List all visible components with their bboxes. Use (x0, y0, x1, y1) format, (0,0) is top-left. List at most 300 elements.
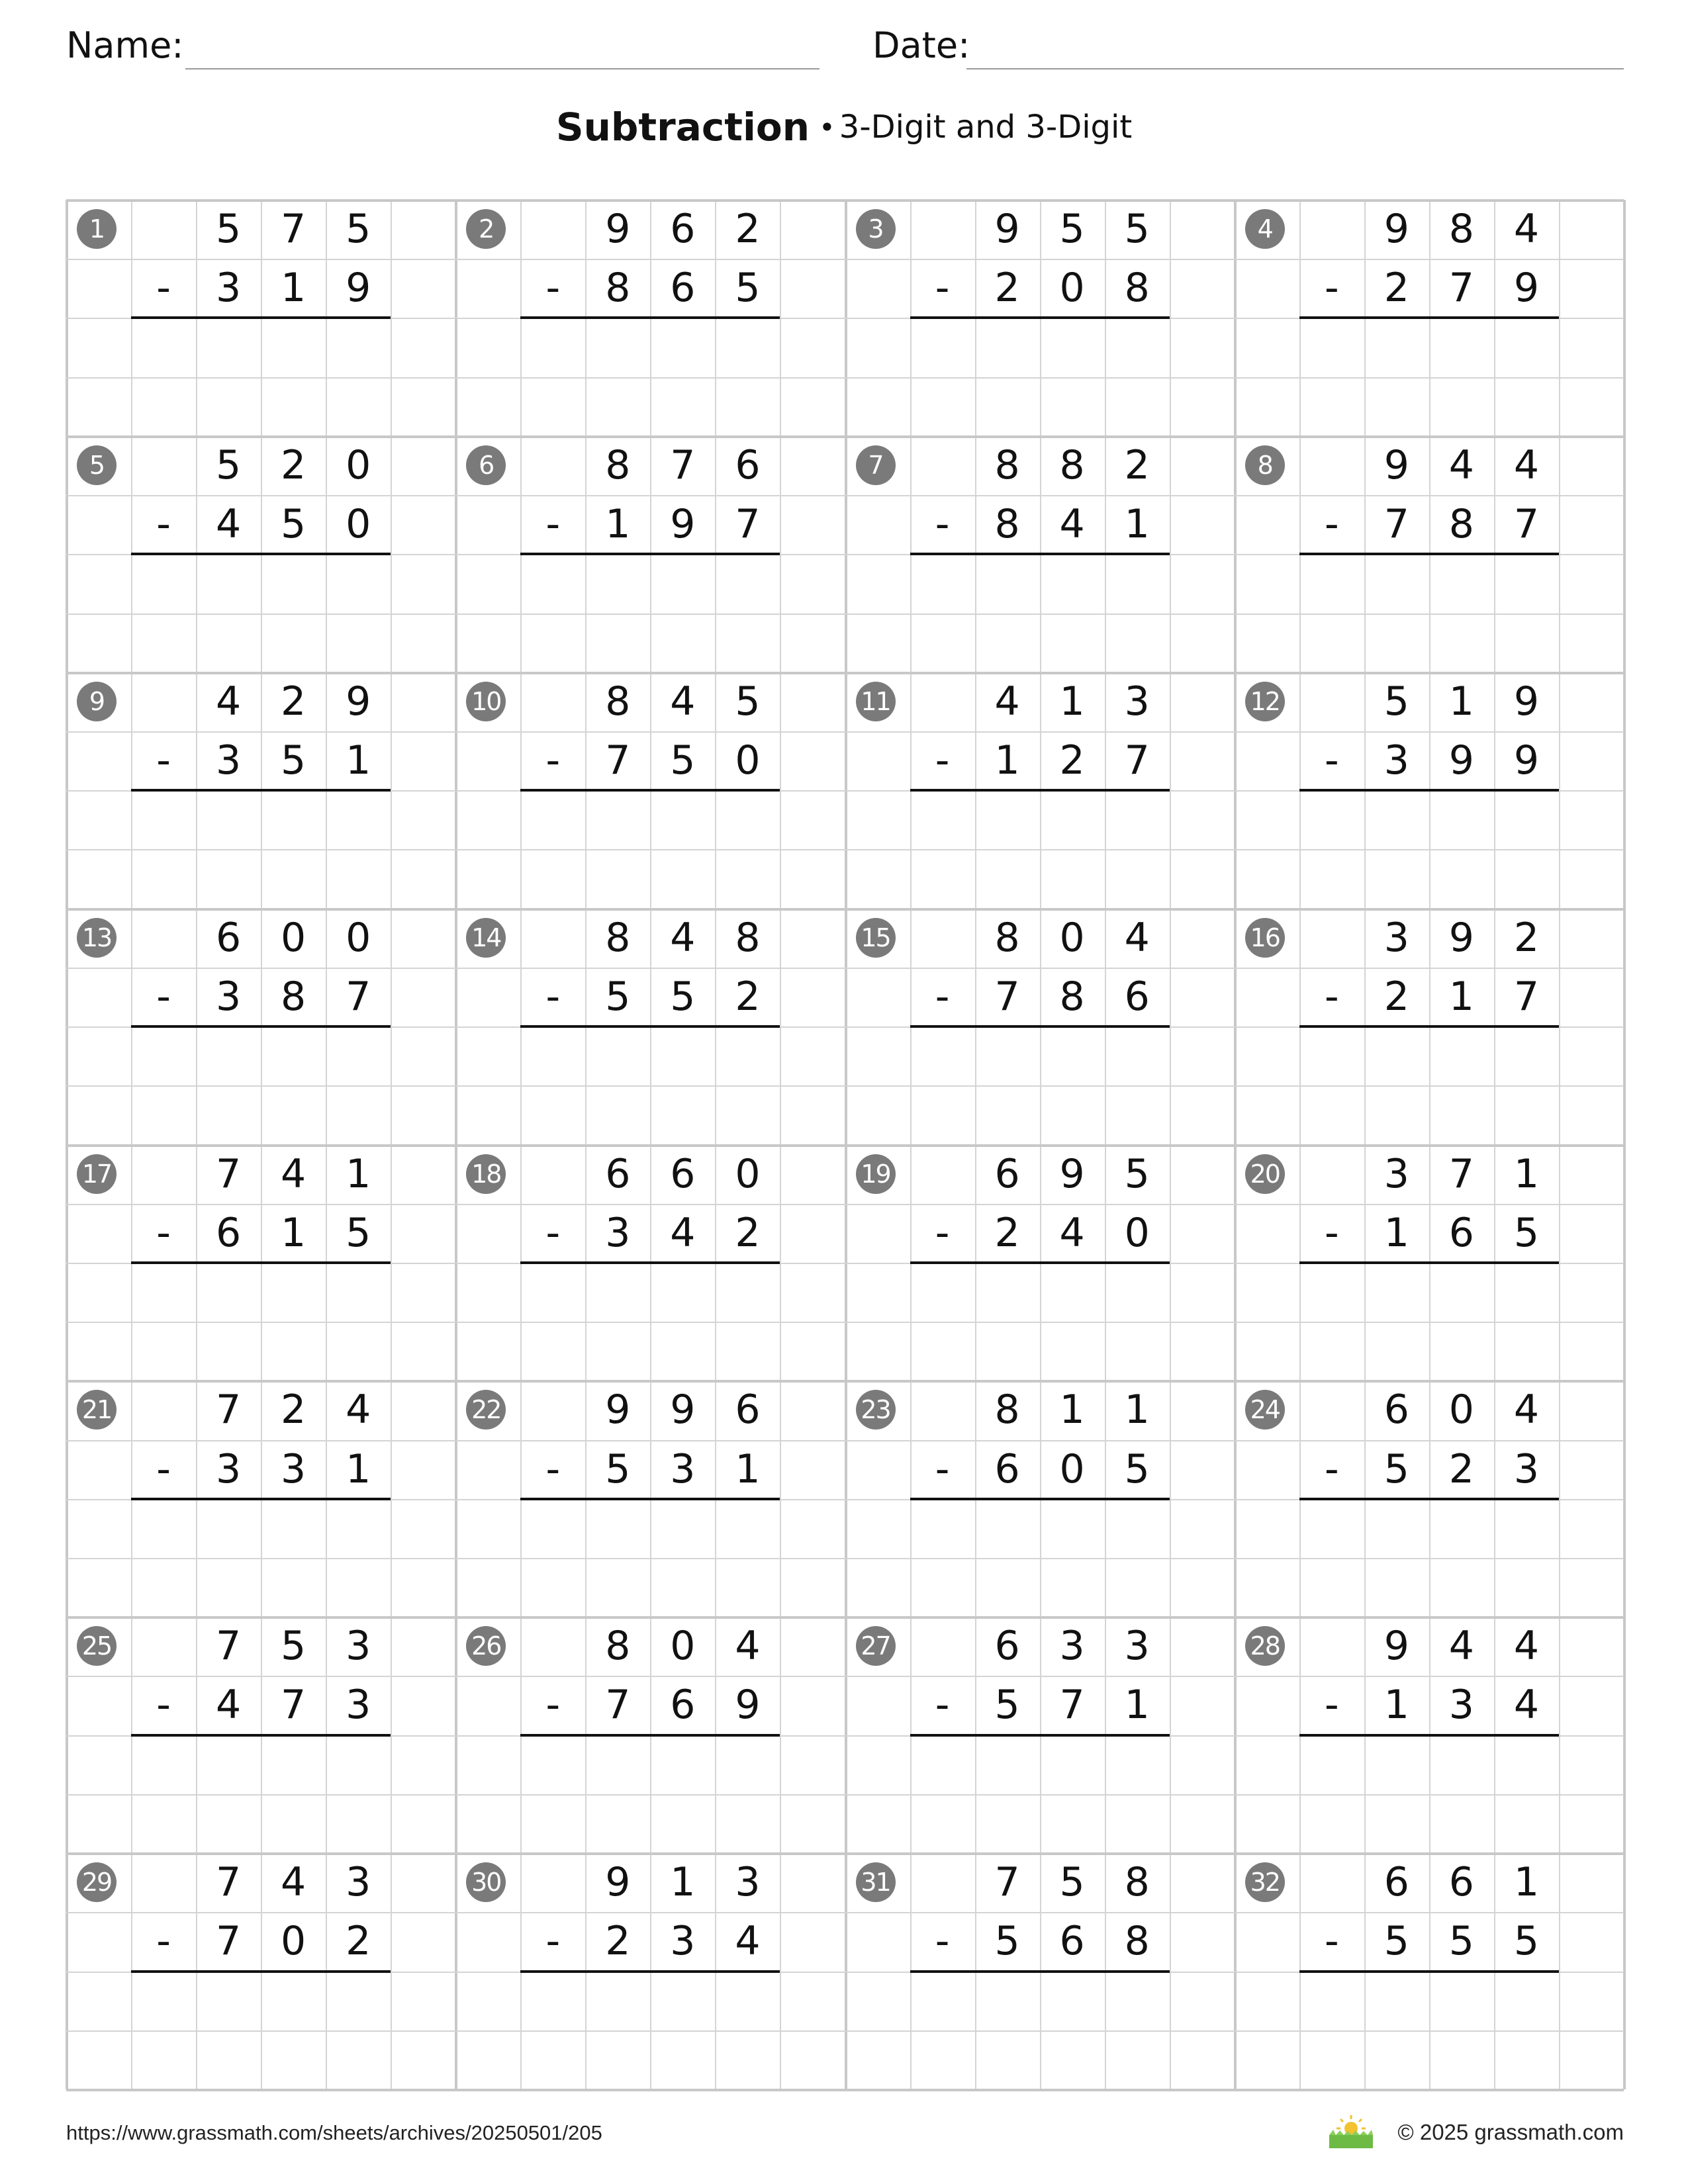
minuend-digit: 7 (215, 1859, 242, 1906)
minuend-digit: 5 (1383, 678, 1409, 725)
subtrahend-digit: 6 (215, 1209, 242, 1256)
subtrahend-digit: 3 (670, 1445, 696, 1492)
subtrahend-digit: 1 (1383, 1682, 1409, 1729)
answer-area[interactable] (910, 1973, 1170, 2029)
subtrahend-digit: 1 (994, 737, 1020, 784)
answer-area[interactable] (131, 792, 391, 848)
subtrahend-digit: 9 (735, 1682, 761, 1729)
subtrahend-digit: 1 (346, 1445, 371, 1492)
minuend-digit: 7 (215, 1387, 242, 1433)
subtrahend-digit: 3 (1513, 1445, 1539, 1492)
minuend-digit: 1 (670, 1859, 696, 1906)
minuend-digit: 5 (1124, 1150, 1150, 1197)
subtrahend-digit: 6 (670, 265, 696, 312)
minuend-digit: 1 (1513, 1150, 1539, 1197)
minuend-digit: 8 (735, 914, 761, 961)
subtrahend-digit: 4 (1059, 1209, 1085, 1256)
answer-area[interactable] (520, 1973, 780, 2029)
minuend-digit: 4 (1448, 1623, 1474, 1670)
minuend-digit: 4 (346, 1387, 371, 1433)
name-label: Name: (66, 24, 184, 66)
worksheet-grid (66, 200, 1624, 2089)
title-bullet: • (819, 111, 835, 144)
problem-block (66, 436, 455, 672)
problem-number-badge: 1 (77, 209, 117, 249)
subtrahend-digit: 5 (1383, 1918, 1409, 1965)
minuend-digit: 9 (670, 1387, 696, 1433)
subtrahend-digit: 4 (1059, 501, 1085, 548)
minuend-digit: 4 (281, 1859, 306, 1906)
minuend-digit: 4 (670, 678, 696, 725)
subtrahend-digit: 0 (1124, 1209, 1150, 1256)
footer-copyright: © 2025 grassmath.com (1397, 2120, 1624, 2144)
problem-block (455, 200, 845, 436)
minuend-digit: 1 (1124, 1387, 1150, 1433)
problem-number-badge: 32 (1245, 1862, 1285, 1902)
minuend-digit: 4 (1513, 1387, 1539, 1433)
problem-number-badge: 23 (856, 1390, 896, 1430)
subtrahend-digit: 8 (994, 501, 1020, 548)
minuend-digit: 0 (1059, 914, 1085, 961)
subtrahend-digit: 1 (281, 265, 306, 312)
subtrahend-digit: 7 (1124, 737, 1150, 784)
minus-sign: - (935, 1918, 950, 1965)
minuend-digit: 8 (1124, 1859, 1150, 1906)
subtrahend-digit: 2 (735, 973, 761, 1020)
problem-number-badge: 22 (466, 1390, 506, 1430)
subtrahend-digit: 1 (1124, 501, 1150, 548)
minuend-digit: 9 (1513, 678, 1539, 725)
subtrahend-digit: 5 (1513, 1918, 1539, 1965)
subtrahend-digit: 1 (1448, 973, 1474, 1020)
subtrahend-digit: 8 (1059, 973, 1085, 1020)
subtrahend-digit: 8 (605, 265, 631, 312)
answer-area[interactable] (131, 1028, 391, 1084)
subtrahend-digit: 6 (670, 1682, 696, 1729)
problem-block (1235, 200, 1624, 436)
problem-number-badge: 24 (1245, 1390, 1285, 1430)
problem-block (455, 672, 845, 909)
minuend-digit: 3 (1124, 678, 1150, 725)
subtrahend-digit: 2 (994, 1209, 1020, 1256)
subtrahend-digit: 5 (735, 265, 761, 312)
problem-block (1235, 436, 1624, 672)
minuend-digit: 6 (735, 441, 761, 488)
subtrahend-digit: 5 (994, 1682, 1020, 1729)
minuend-digit: 8 (1448, 206, 1474, 252)
subtrahend-digit: 7 (994, 973, 1020, 1020)
subtrahend-digit: 6 (1448, 1209, 1474, 1256)
problem-number-badge: 2 (466, 209, 506, 249)
minuend-digit: 1 (1448, 678, 1474, 725)
problem-block (66, 1145, 455, 1381)
subtrahend-digit: 5 (281, 737, 306, 784)
problem-block (66, 672, 455, 909)
subtrahend-digit: 5 (1124, 1445, 1150, 1492)
subtrahend-digit: 1 (1383, 1209, 1409, 1256)
minuend-digit: 7 (215, 1150, 242, 1197)
answer-area[interactable] (520, 319, 780, 375)
problem-number-badge: 28 (1245, 1626, 1285, 1666)
problem-block (455, 1617, 845, 1853)
subtrahend-digit: 3 (215, 737, 242, 784)
subtrahend-digit: 3 (1448, 1682, 1474, 1729)
subtrahend-digit: 9 (346, 265, 371, 312)
answer-area[interactable] (520, 1028, 780, 1084)
minuend-digit: 7 (215, 1623, 242, 1670)
answer-area[interactable] (131, 1264, 391, 1320)
subtrahend-digit: 0 (1059, 265, 1085, 312)
subtrahend-digit: 9 (1448, 737, 1474, 784)
problem-block (66, 1381, 455, 1617)
subtrahend-digit: 3 (215, 265, 242, 312)
minuend-digit: 3 (346, 1623, 371, 1670)
subtrahend-digit: 8 (1124, 1918, 1150, 1965)
minuend-digit: 1 (1059, 678, 1085, 725)
minuend-digit: 4 (735, 1623, 761, 1670)
minus-sign: - (545, 1682, 561, 1729)
subtrahend-digit: 7 (215, 1918, 242, 1965)
problem-block (66, 1853, 455, 2089)
subtrahend-digit: 3 (346, 1682, 371, 1729)
minuend-digit: 7 (670, 441, 696, 488)
minuend-digit: 1 (1059, 1387, 1085, 1433)
minuend-digit: 0 (735, 1150, 761, 1197)
answer-area[interactable] (520, 555, 780, 612)
problem-block (66, 909, 455, 1145)
subtrahend-digit: 2 (605, 1918, 631, 1965)
problem-block (845, 1853, 1235, 2089)
minuend-digit: 0 (281, 914, 306, 961)
minus-sign: - (935, 973, 950, 1020)
minus-sign: - (1324, 973, 1339, 1020)
answer-area[interactable] (520, 1264, 780, 1320)
minuend-digit: 5 (346, 206, 371, 252)
minuend-digit: 6 (1383, 1859, 1409, 1906)
problem-block (1235, 672, 1624, 909)
problem-block (66, 200, 455, 436)
minuend-digit: 8 (605, 914, 631, 961)
minuend-digit: 5 (281, 1623, 306, 1670)
minus-sign: - (545, 1918, 561, 1965)
subtrahend-digit: 9 (670, 501, 696, 548)
minuend-digit: 5 (1059, 1859, 1085, 1906)
minuend-digit: 8 (994, 914, 1020, 961)
minuend-digit: 3 (1383, 1150, 1409, 1197)
minus-sign: - (156, 1209, 171, 1256)
problem-block (845, 200, 1235, 436)
problem-number-badge: 31 (856, 1862, 896, 1902)
minuend-digit: 2 (281, 678, 306, 725)
problem-number-badge: 9 (77, 682, 117, 721)
answer-area[interactable] (520, 792, 780, 848)
minus-sign: - (545, 265, 561, 312)
problem-block (455, 1145, 845, 1381)
minus-sign: - (156, 737, 171, 784)
worksheet-title (0, 105, 1688, 150)
answer-area[interactable] (1299, 1973, 1559, 2029)
subtrahend-digit: 5 (1513, 1209, 1539, 1256)
subtrahend-digit: 6 (1059, 1918, 1085, 1965)
answer-area[interactable] (131, 319, 391, 375)
subtrahend-digit: 3 (1383, 737, 1409, 784)
name-field-line[interactable] (185, 68, 820, 69)
subtrahend-digit: 9 (1513, 737, 1539, 784)
problem-block (845, 1381, 1235, 1617)
problem-number-badge: 3 (856, 209, 896, 249)
answer-area[interactable] (910, 792, 1170, 848)
minuend-digit: 3 (735, 1859, 761, 1906)
problem-number-badge: 12 (1245, 682, 1285, 721)
minuend-digit: 0 (346, 441, 371, 488)
answer-area[interactable] (520, 1500, 780, 1557)
subtrahend-digit: 8 (1448, 501, 1474, 548)
subtrahend-digit: 2 (735, 1209, 761, 1256)
minuend-digit: 8 (994, 1387, 1020, 1433)
answer-area[interactable] (1299, 792, 1559, 848)
minuend-digit: 1 (346, 1150, 371, 1197)
subtrahend-digit: 3 (281, 1445, 306, 1492)
minuend-digit: 9 (605, 1387, 631, 1433)
minuend-digit: 5 (1059, 206, 1085, 252)
problem-number-badge: 18 (466, 1154, 506, 1194)
minuend-digit: 8 (1059, 441, 1085, 488)
answer-area[interactable] (131, 1973, 391, 2029)
minuend-digit: 9 (605, 206, 631, 252)
subtrahend-digit: 5 (605, 1445, 631, 1492)
problem-block (455, 436, 845, 672)
problem-block (66, 1617, 455, 1853)
date-label: Date: (872, 24, 970, 66)
minuend-digit: 5 (1124, 206, 1150, 252)
problem-number-badge: 15 (856, 918, 896, 958)
problem-block (845, 1617, 1235, 1853)
subtrahend-digit: 7 (346, 973, 371, 1020)
minuend-digit: 9 (1383, 206, 1409, 252)
subtrahend-digit: 4 (1513, 1682, 1539, 1729)
minus-sign: - (935, 265, 950, 312)
minuend-digit: 6 (994, 1150, 1020, 1197)
subtrahend-digit: 6 (994, 1445, 1020, 1492)
minuend-digit: 7 (994, 1859, 1020, 1906)
problem-number-badge: 17 (77, 1154, 117, 1194)
answer-area[interactable] (131, 1500, 391, 1557)
subtrahend-digit: 5 (1448, 1918, 1474, 1965)
minus-sign: - (935, 501, 950, 548)
subtrahend-digit: 8 (281, 973, 306, 1020)
minuend-digit: 2 (1124, 441, 1150, 488)
date-field-line[interactable] (966, 68, 1624, 69)
minuend-digit: 9 (605, 1859, 631, 1906)
minuend-digit: 6 (994, 1623, 1020, 1670)
minuend-digit: 4 (1513, 1623, 1539, 1670)
subtrahend-digit: 8 (1124, 265, 1150, 312)
minuend-digit: 9 (1383, 1623, 1409, 1670)
problem-number-badge: 5 (77, 445, 117, 485)
minuend-digit: 5 (215, 206, 242, 252)
minuend-digit: 2 (281, 441, 306, 488)
problem-number-badge: 16 (1245, 918, 1285, 958)
minuend-digit: 9 (994, 206, 1020, 252)
minuend-digit: 1 (1513, 1859, 1539, 1906)
answer-area[interactable] (1299, 319, 1559, 375)
answer-area[interactable] (1299, 1264, 1559, 1320)
minus-sign: - (935, 737, 950, 784)
problem-block (455, 909, 845, 1145)
problem-block (845, 1145, 1235, 1381)
subtrahend-digit: 5 (346, 1209, 371, 1256)
answer-area[interactable] (520, 1737, 780, 1793)
answer-area[interactable] (910, 1264, 1170, 1320)
minuend-digit: 6 (605, 1150, 631, 1197)
minus-sign: - (1324, 501, 1339, 548)
minuend-digit: 4 (1448, 441, 1474, 488)
subtrahend-digit: 6 (1124, 973, 1150, 1020)
minus-sign: - (1324, 265, 1339, 312)
minuend-digit: 3 (1383, 914, 1409, 961)
answer-area[interactable] (131, 555, 391, 612)
minuend-digit: 6 (215, 914, 242, 961)
answer-area[interactable] (1299, 1737, 1559, 1793)
subtrahend-digit: 7 (1383, 501, 1409, 548)
answer-area[interactable] (1299, 555, 1559, 612)
problem-block (1235, 1145, 1624, 1381)
answer-area[interactable] (910, 555, 1170, 612)
problem-block (845, 909, 1235, 1145)
problem-number-badge: 21 (77, 1390, 117, 1430)
answer-area[interactable] (910, 1500, 1170, 1557)
subtrahend-digit: 7 (605, 1682, 631, 1729)
problem-number-badge: 11 (856, 682, 896, 721)
minuend-digit: 2 (281, 1387, 306, 1433)
minus-sign: - (545, 973, 561, 1020)
subtrahend-digit: 2 (1448, 1445, 1474, 1492)
subtrahend-digit: 1 (735, 1445, 761, 1492)
minuend-digit: 8 (605, 1623, 631, 1670)
minuend-digit: 6 (670, 206, 696, 252)
minus-sign: - (1324, 1918, 1339, 1965)
minuend-digit: 6 (1448, 1859, 1474, 1906)
problem-number-badge: 29 (77, 1862, 117, 1902)
answer-area[interactable] (1299, 1500, 1559, 1557)
minus-sign: - (1324, 737, 1339, 784)
subtrahend-digit: 2 (1383, 265, 1409, 312)
subtrahend-digit: 7 (1448, 265, 1474, 312)
minuend-digit: 3 (346, 1859, 371, 1906)
subtrahend-digit: 1 (605, 501, 631, 548)
minuend-digit: 7 (281, 206, 306, 252)
subtrahend-digit: 4 (215, 1682, 242, 1729)
problem-number-badge: 27 (856, 1626, 896, 1666)
minus-sign: - (1324, 1209, 1339, 1256)
answer-area[interactable] (910, 319, 1170, 375)
subtrahend-digit: 5 (670, 973, 696, 1020)
subtrahend-digit: 2 (346, 1918, 371, 1965)
minuend-digit: 2 (735, 206, 761, 252)
minus-sign: - (156, 973, 171, 1020)
subtrahend-digit: 0 (281, 1918, 306, 1965)
minuend-digit: 9 (1059, 1150, 1085, 1197)
subtrahend-digit: 5 (994, 1918, 1020, 1965)
subtrahend-digit: 9 (1513, 265, 1539, 312)
problem-number-badge: 14 (466, 918, 506, 958)
problem-number-badge: 26 (466, 1626, 506, 1666)
subtrahend-digit: 4 (670, 1209, 696, 1256)
minuend-digit: 4 (215, 678, 242, 725)
subtrahend-digit: 7 (1513, 973, 1539, 1020)
minus-sign: - (935, 1209, 950, 1256)
subtrahend-digit: 3 (215, 973, 242, 1020)
subtrahend-digit: 3 (670, 1918, 696, 1965)
minus-sign: - (545, 1209, 561, 1256)
minuend-digit: 6 (735, 1387, 761, 1433)
minuend-digit: 8 (994, 441, 1020, 488)
minuend-digit: 3 (1059, 1623, 1085, 1670)
answer-area[interactable] (131, 1737, 391, 1793)
subtrahend-digit: 5 (670, 737, 696, 784)
subtrahend-digit: 3 (215, 1445, 242, 1492)
minus-sign: - (156, 1682, 171, 1729)
problem-block (455, 1381, 845, 1617)
minus-sign: - (935, 1445, 950, 1492)
minuend-digit: 4 (994, 678, 1020, 725)
minuend-digit: 6 (1383, 1387, 1409, 1433)
subtrahend-digit: 1 (346, 737, 371, 784)
minuend-digit: 8 (605, 678, 631, 725)
subtrahend-digit: 7 (605, 737, 631, 784)
problem-block (455, 1853, 845, 2089)
answer-area[interactable] (910, 1737, 1170, 1793)
subtrahend-digit: 0 (1059, 1445, 1085, 1492)
problem-block (845, 436, 1235, 672)
minus-sign: - (545, 1445, 561, 1492)
minuend-digit: 5 (215, 441, 242, 488)
subtrahend-digit: 2 (994, 265, 1020, 312)
minus-sign: - (545, 501, 561, 548)
problem-number-badge: 8 (1245, 445, 1285, 485)
minuend-digit: 0 (346, 914, 371, 961)
subtrahend-digit: 0 (346, 501, 371, 548)
minus-sign: - (1324, 1445, 1339, 1492)
minuend-digit: 4 (1513, 441, 1539, 488)
minuend-digit: 4 (670, 914, 696, 961)
answer-area[interactable] (910, 1028, 1170, 1084)
subtrahend-digit: 7 (1059, 1682, 1085, 1729)
minuend-digit: 9 (1448, 914, 1474, 961)
subtrahend-digit: 4 (735, 1918, 761, 1965)
subtrahend-digit: 3 (605, 1209, 631, 1256)
problem-number-badge: 25 (77, 1626, 117, 1666)
problem-block (845, 672, 1235, 909)
minus-sign: - (156, 1445, 171, 1492)
subtrahend-digit: 5 (281, 501, 306, 548)
minuend-digit: 8 (605, 441, 631, 488)
minuend-digit: 0 (670, 1623, 696, 1670)
problem-number-badge: 4 (1245, 209, 1285, 249)
subtrahend-digit: 7 (1513, 501, 1539, 548)
problem-block (1235, 1381, 1624, 1617)
minus-sign: - (545, 737, 561, 784)
minuend-digit: 9 (346, 678, 371, 725)
minuend-digit: 7 (1448, 1150, 1474, 1197)
problem-number-badge: 19 (856, 1154, 896, 1194)
answer-area[interactable] (1299, 1028, 1559, 1084)
problem-block (1235, 1617, 1624, 1853)
problem-number-badge: 13 (77, 918, 117, 958)
subtrahend-digit: 5 (605, 973, 631, 1020)
minuend-digit: 4 (1513, 206, 1539, 252)
minus-sign: - (935, 1682, 950, 1729)
